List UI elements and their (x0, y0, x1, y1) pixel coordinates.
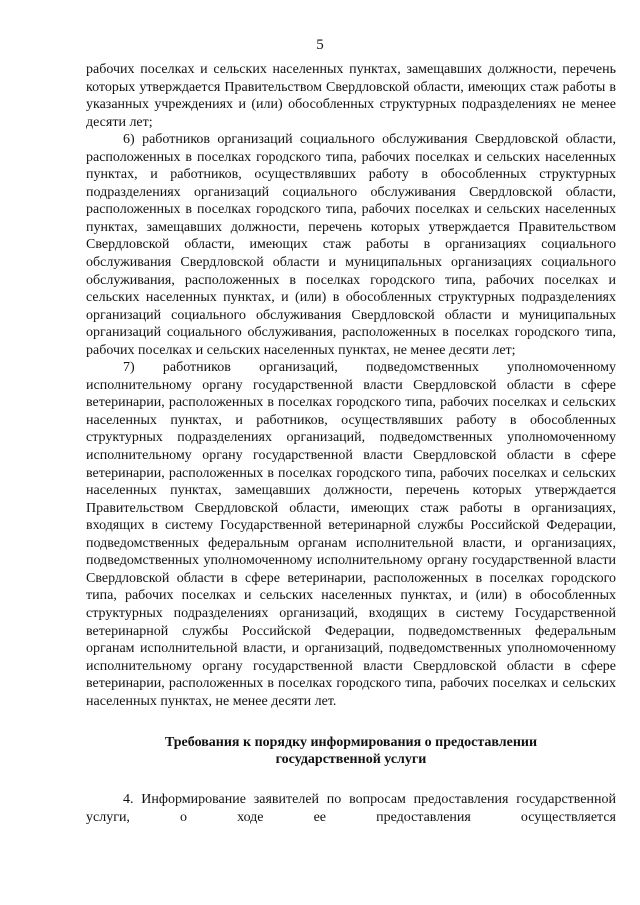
document-body (86, 61, 616, 826)
paragraph-item-4: 4. Информирование заявителей по вопросам предоставления государственной услуги, о ходе ее предоставления осуществляется (86, 792, 616, 825)
page-number: 5 (316, 37, 324, 53)
paragraph-item-7: 7) работников организаций, подведомственных уполномоченному исполнительному органу государственной власти Свердловской области в сфере ветеринарии, расположенных в поселках городского типа, рабочих поселках и сельских населенных пунктах, и работников, осуществлявших работу в обособленных структурных подразделениях организаций, подведомственных уполномоченному исполнительному органу государственной власти Свердловской области в сфере ветеринарии, расположенных в поселках городского типа, рабочих поселках и сельских населенных пунктах, замещавших должности, перечень которых утверждается Правительством Свердловской области, имеющих стаж работы в организациях, входящих в систему Государственной ветеринарной службы Российской Федерации, подведомственных федеральным органам исполнительной власти, и организациях, подведомственных уполномоченному исполнительному органу государственной власти Свердловской области в сфере ветеринарии, расположенных в поселках городского типа, рабочих поселках и сельских населенных пунктах, и (или) в обособленных структурных подразделениях организаций, входящих в систему Государственной ветеринарной службы Российской Федерации, подведомственных федеральным органам исполнительной власти, и организаций, подведомственных уполномоченному исполнительному органу государственной власти Свердловской области в сфере ветеринарии, расположенных в поселках городского типа, рабочих поселках и сельских населенных пунктах, не менее десяти лет. (86, 360, 616, 709)
section-heading: Требования к порядку информирования о предоставлении государственной услуги (164, 735, 538, 768)
paragraph-item-6: 6) работников организаций социального обслуживания Свердловской области, расположенных в поселках городского типа, рабочих поселках и сельских населенных пунктах, и работников, осуществлявших работу в обособленных структурных подразделениях организаций социального обслуживания Свердловской области, расположенных в поселках городского типа, рабочих поселках и сельских населенных пунктах, замещавших должности, перечень которых утверждается Правительством Свердловской области, имеющих стаж работы в организациях социального обслуживания Свердловской области и муниципальных организациях социального обслуживания, расположенных в поселках городского типа, рабочих поселках и сельских населенных пунктах, и (или) в обособленных структурных подразделениях организаций социального обслуживания Свердловской области и муниципальных организаций социального обслуживания, расположенных в поселках городского типа, рабочих поселках и сельских населенных пунктах, не менее десяти лет; (86, 132, 616, 358)
paragraph-continuation: рабочих поселках и сельских населенных пунктах, замещавших должности, перечень которых утверждается Правительством Свердловской области, имеющих стаж работы в указанных учреждениях и (или) обособленных структурных подразделениях не менее десяти лет; (86, 62, 616, 130)
